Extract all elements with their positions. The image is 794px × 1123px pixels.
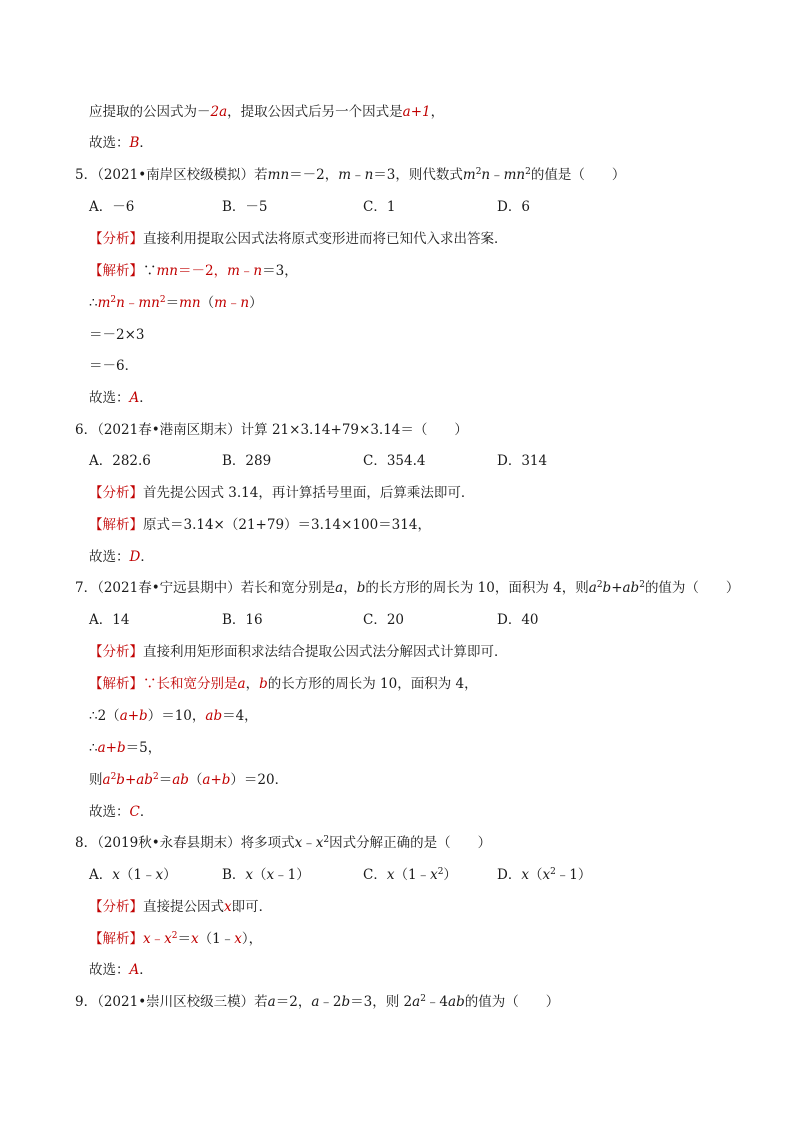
question-source: （2021•崇川区校级三模） <box>97 994 255 1010</box>
sol-var: n <box>253 263 263 279</box>
opt-exponent: 2 <box>550 867 556 877</box>
sol-text: ＝3， <box>262 263 298 279</box>
solution-tag: 【解析】 <box>89 263 143 279</box>
stem-text: ﹣ <box>490 167 504 183</box>
opt-text: （1﹣ <box>119 867 156 883</box>
solution-tag: 【解析】 <box>89 517 143 533</box>
stem-exponent: 2 <box>525 167 531 177</box>
q8-analysis <box>89 898 272 916</box>
q7-analysis <box>89 643 508 661</box>
sol-text: ∴ <box>89 295 98 311</box>
analysis-tag: 【分析】 <box>89 899 143 915</box>
opt-var: x <box>112 867 120 883</box>
q5-stem <box>75 166 625 184</box>
q6-option-a: A．282.6 <box>89 453 151 469</box>
stem-var: x <box>315 835 324 851</box>
q7-solution-line-4 <box>89 771 288 789</box>
stem-text: 的值为（ ） <box>464 994 560 1010</box>
question-number: 9． <box>75 994 98 1010</box>
analysis-tag: 【分析】 <box>89 231 143 247</box>
opt-var: x <box>266 867 275 883</box>
stem-var: mn <box>267 167 290 183</box>
opt-text: ） <box>443 867 457 883</box>
stem-var: a <box>267 994 276 1010</box>
sol-text: ﹣ <box>124 295 139 311</box>
answer-prefix: 故选： <box>89 962 130 978</box>
intro-factor: 2a <box>210 104 228 120</box>
analysis-text: 直接利用提取公因式法将原式变形进而将已知代入求出答案． <box>143 231 508 247</box>
sol-text: ＝ <box>165 295 180 311</box>
sol-text: （ <box>188 772 203 788</box>
answer-suffix: ． <box>139 962 153 978</box>
q5-answer <box>89 389 153 407</box>
sol-text: ∵ <box>143 263 157 279</box>
answer-prefix: 故选： <box>89 549 130 565</box>
sol-var: a+b <box>97 740 126 756</box>
answer-choice: B <box>129 135 140 151</box>
analysis-text: 直接提公因式 <box>143 899 224 915</box>
analysis-var: x <box>224 899 232 915</box>
stem-var: n <box>481 167 491 183</box>
stem-text: 的值是（ ） <box>530 167 626 183</box>
q6-solution <box>89 516 431 534</box>
q8-stem <box>75 834 491 852</box>
answer-choice: A <box>129 390 140 406</box>
q7-stem <box>75 579 739 597</box>
sol-text: ） <box>249 295 263 311</box>
sol-var: x <box>234 931 242 947</box>
stem-var: m <box>462 167 476 183</box>
stem-exponent: 2 <box>639 580 645 590</box>
sol-text: （ <box>200 295 215 311</box>
stem-var: a <box>588 580 597 596</box>
sol-exponent: 2 <box>171 931 178 941</box>
q7-solution-line-2 <box>89 707 258 725</box>
stem-var: n <box>364 167 374 183</box>
stem-text: 若 <box>254 994 268 1010</box>
intro-other-factor: a+1 <box>402 104 431 120</box>
answer-choice: C <box>129 804 140 820</box>
sol-text: ＝ <box>177 931 191 947</box>
q5-solution-line-3: ＝－2×3 <box>89 327 145 343</box>
sol-text: ﹣ <box>150 931 165 947</box>
question-number: 6． <box>75 422 98 438</box>
q7-solution-line-3 <box>89 739 161 757</box>
answer-prefix: 故选： <box>89 390 130 406</box>
answer-choice: D <box>129 549 141 565</box>
q7-answer <box>89 803 153 821</box>
answer-suffix: ． <box>139 135 153 151</box>
sol-var: a <box>237 676 246 692</box>
q5-option-a: A．－6 <box>89 199 135 215</box>
opt-var: x <box>430 867 438 883</box>
stem-var: ab <box>448 994 465 1010</box>
sol-var: x <box>190 931 199 947</box>
sol-text: ）＝20． <box>230 772 289 788</box>
stem-var: b+ab <box>602 580 640 596</box>
q5-solution-line-1 <box>89 262 298 280</box>
q9-stem <box>75 993 559 1011</box>
stem-text: 的长方形的周长为 10，面积为 4，则 <box>365 580 589 596</box>
stem-exponent: 2 <box>475 167 482 177</box>
stem-var: b <box>356 580 366 596</box>
q6-analysis <box>89 484 474 502</box>
answer-prefix: 故选： <box>89 804 130 820</box>
sol-text: ∴2（ <box>89 708 120 724</box>
sol-text: ＝ <box>158 772 173 788</box>
q8-solution <box>89 930 262 948</box>
stem-var: a <box>335 580 344 596</box>
stem-text: 因式分解正确的是（ ） <box>329 835 492 851</box>
sol-var: mn <box>179 295 201 311</box>
q6-option-b: B．289 <box>222 453 272 469</box>
answer-prefix: 故选： <box>89 135 130 151</box>
q8-option-b <box>222 866 310 884</box>
stem-text: 若 <box>254 167 268 183</box>
opt-var: x <box>542 867 551 883</box>
stem-exponent: 2 <box>596 580 603 590</box>
answer-suffix: ． <box>140 549 154 565</box>
q5-option-c: C．1 <box>363 199 396 215</box>
intro-answer <box>89 134 153 152</box>
solution-tag: 【解析】 <box>89 676 143 692</box>
sol-var: b <box>259 676 268 692</box>
q7-option-b: B．16 <box>222 612 263 628</box>
stem-text: ＝2， <box>275 994 312 1010</box>
intro-text-2: ，提取公因式后另一个因式是 <box>227 104 403 120</box>
sol-var: b+ab <box>116 772 153 788</box>
stem-text: ＝3，则代数式 <box>373 167 463 183</box>
stem-exponent: 2 <box>420 994 426 1004</box>
sol-var: m <box>227 263 240 279</box>
q8-option-c <box>363 866 457 884</box>
stem-var: a <box>412 994 421 1010</box>
analysis-tag: 【分析】 <box>89 485 143 501</box>
question-source: （2019秋•永春县期末） <box>97 835 241 851</box>
intro-text-1: 应提取的公因式为－ <box>89 104 211 120</box>
stem-text: ﹣ <box>302 835 316 851</box>
sol-exponent: 2 <box>110 295 117 305</box>
sol-var: a+b <box>202 772 231 788</box>
question-source: （2021春•宁远县期中） <box>97 580 241 596</box>
opt-text: C． <box>363 867 387 883</box>
sol-text: ＝5， <box>125 740 162 756</box>
sol-text: ）＝10， <box>147 708 206 724</box>
answer-suffix: ． <box>139 804 154 820</box>
opt-var: x <box>155 867 164 883</box>
sol-text: 则 <box>89 772 103 788</box>
opt-text: ） <box>163 867 177 883</box>
sol-text: ﹣ <box>239 263 254 279</box>
stem-var: x <box>294 835 303 851</box>
q5-solution-line-2 <box>89 294 263 312</box>
stem-text: 若长和宽分别是 <box>240 580 336 596</box>
opt-exponent: 2 <box>437 867 444 877</box>
sol-text: ， <box>245 676 260 692</box>
sol-var: m <box>97 295 111 311</box>
q8-option-d <box>497 866 591 884</box>
sol-var: a+b <box>119 708 148 724</box>
solution-text: 原式＝3.14×（21+79）＝3.14×100＝314， <box>143 517 431 533</box>
sol-var: ab <box>172 772 189 788</box>
q6-option-d: D．314 <box>497 453 548 469</box>
stem-var: b <box>341 994 351 1010</box>
opt-text: （ <box>528 867 543 883</box>
answer-suffix: ． <box>139 390 153 406</box>
q5-option-b: B．－5 <box>222 199 268 215</box>
sol-var: mn <box>138 295 160 311</box>
sol-var: m <box>214 295 227 311</box>
sol-text: ＝4， <box>222 708 258 724</box>
opt-text: B． <box>222 867 246 883</box>
opt-text: ﹣1） <box>555 867 592 883</box>
question-number: 5． <box>75 167 98 183</box>
q7-option-c: C．20 <box>363 612 405 628</box>
opt-text: D． <box>497 867 522 883</box>
answer-choice: A <box>129 962 140 978</box>
analysis-text: 首先提公因式 3.14，再计算括号里面，后算乘法即可． <box>143 485 475 501</box>
q8-option-a <box>89 866 177 884</box>
opt-text: （ <box>253 867 267 883</box>
opt-text: （1﹣ <box>394 867 431 883</box>
sol-var: x <box>164 931 172 947</box>
opt-var: x <box>245 867 254 883</box>
sol-text: ∵长和宽分别是 <box>143 676 238 692</box>
stem-text: ﹣4 <box>425 994 449 1010</box>
q5-analysis <box>89 230 508 248</box>
stem-var: mn <box>503 167 526 183</box>
q7-solution-line-1 <box>89 675 478 693</box>
analysis-text: 直接利用矩形面积求法结合提取公因式法分解因式计算即可． <box>143 644 508 660</box>
opt-text: A． <box>89 867 113 883</box>
stem-text: 将多项式 <box>240 835 295 851</box>
stem-text: ＝3，则 2 <box>350 994 413 1010</box>
sol-text: （1﹣ <box>198 931 235 947</box>
sol-var: ab <box>205 708 223 724</box>
stem-var: a <box>311 994 320 1010</box>
q5-option-d: D．6 <box>497 199 530 215</box>
stem-text: ﹣ <box>351 167 365 183</box>
stem-text: 计算 21×3.14+79×3.14＝（ ） <box>240 422 468 438</box>
sol-text: ∴ <box>89 740 98 756</box>
question-number: 8． <box>75 835 98 851</box>
q7-option-d: D．40 <box>497 612 539 628</box>
stem-text: ﹣2 <box>319 994 342 1010</box>
question-source: （2021春•港南区期末） <box>97 422 241 438</box>
q7-option-a: A．14 <box>89 612 130 628</box>
q6-option-c: C．354.4 <box>363 453 426 469</box>
q6-answer <box>89 548 154 566</box>
opt-var: x <box>521 867 529 883</box>
intro-text-3: ， <box>430 104 445 120</box>
opt-var: x <box>386 867 395 883</box>
solution-tag: 【解析】 <box>89 931 143 947</box>
q6-stem <box>75 421 468 439</box>
sol-var: n <box>116 295 125 311</box>
stem-text: ＝－2， <box>289 167 339 183</box>
sol-var: a <box>102 772 111 788</box>
sol-text: ）， <box>241 931 263 947</box>
sol-var: n <box>240 295 250 311</box>
sol-exponent: 2 <box>159 295 166 305</box>
sol-var: x <box>143 931 151 947</box>
analysis-text: 即可． <box>231 899 273 915</box>
sol-text: 的长方形的周长为 10，面积为 4， <box>267 676 478 692</box>
sol-var: mn <box>156 263 178 279</box>
q5-solution-line-4: ＝－6． <box>89 358 139 374</box>
analysis-tag: 【分析】 <box>89 644 143 660</box>
sol-exponent: 2 <box>110 772 117 782</box>
sol-exponent: 2 <box>152 772 159 782</box>
stem-exponent: 2 <box>323 835 330 845</box>
sol-text: ＝－2， <box>178 263 228 279</box>
stem-text: 的值为（ ） <box>644 580 740 596</box>
question-number: 7． <box>75 580 98 596</box>
sol-text: ﹣ <box>226 295 241 311</box>
q8-answer <box>89 961 153 979</box>
stem-var: m <box>338 167 352 183</box>
opt-text: ﹣1） <box>274 867 310 883</box>
intro-line <box>89 103 444 121</box>
stem-text: ， <box>343 580 357 596</box>
question-source: （2021•南岸区校级模拟） <box>97 167 255 183</box>
